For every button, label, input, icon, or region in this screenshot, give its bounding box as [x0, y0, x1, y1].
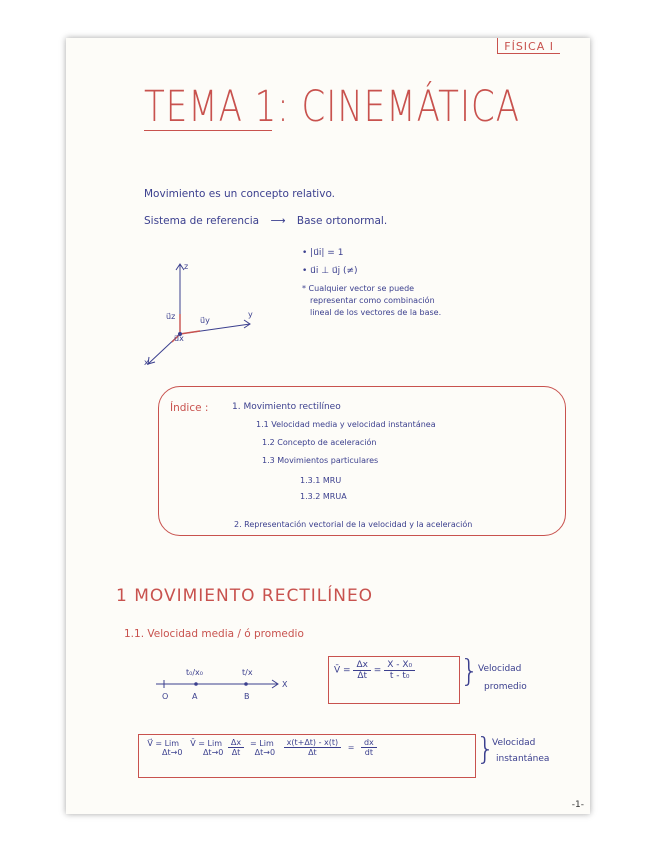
brace-icon-2: } — [476, 732, 496, 767]
base-notes — [302, 248, 441, 317]
average-velocity-formula: V̄ = $\frac{\Delta x}{\Delta t}$ = $\frac{\text{X - X₀}}{\text{t - t₀}}$ — [334, 660, 415, 681]
fraction-delta-x-over-delta-t: $\frac{\Delta x}{\Delta t}$ — [228, 738, 244, 757]
fraction-position-difference: $\frac{x(t+\Delta t) - x(t)}{\Delta t}$ — [284, 738, 342, 757]
index-label: Índice : — [170, 402, 209, 414]
index-item-1-3-2: 1.3.2 MRUA — [300, 492, 347, 501]
base-note-combination-3: lineal de los vectores de la base. — [310, 308, 442, 317]
avg-velocity-label-2: promedio — [484, 682, 527, 692]
axis-x-label: X — [282, 680, 288, 689]
orthonormal-base-text: Base ortonormal. — [296, 215, 388, 227]
base-note-perpendicular: • u⃗i ⊥ u⃗j (≠) — [302, 266, 358, 276]
fraction-delta-x-delta-t: $\frac{\Delta x}{\Delta t}$ — [353, 660, 370, 681]
reference-system-text: Sistema de referencia — [144, 215, 260, 227]
avg-velocity-label-1: Velocidad — [478, 664, 522, 674]
point-a-label: A — [192, 692, 198, 701]
index-item-1-3-1: 1.3.1 MRU — [300, 476, 342, 485]
arrow-right-icon: ⟶ — [270, 215, 286, 227]
page-title: TEMA 1: CINEMÁTICA — [144, 82, 520, 132]
ux-label: u⃗x — [174, 334, 184, 343]
fraction-x-minus-x0: $\frac{\text{X - X₀}}{\text{t - t₀}}$ — [384, 660, 415, 681]
fraction-dx-dt: $\frac{dx}{dt}$ — [361, 738, 377, 757]
origin-label: O — [162, 692, 169, 701]
base-note-combination-1: * Cualquier vector se puede — [302, 284, 415, 293]
uz-label: u⃗z — [166, 312, 176, 321]
y-axis-label: y — [248, 310, 253, 319]
inst-velocity-label-1: Velocidad — [492, 738, 536, 748]
t0-x0-label: t₀/x₀ — [186, 668, 203, 677]
index-item-1-2: 1.2 Concepto de aceleración — [262, 438, 377, 447]
point-b-label: B — [244, 692, 250, 701]
title-underline — [144, 130, 272, 131]
x-axis-label: x — [144, 358, 149, 367]
subsection-heading: 1.1. Velocidad media / ó promedio — [124, 628, 304, 640]
base-note-norm: • |u⃗i| = 1 — [302, 248, 344, 258]
z-axis-label: z — [184, 262, 189, 271]
base-note-combination-2: representar como combinación — [310, 296, 435, 305]
section-heading: 1 MOVIMIENTO RECTILÍNEO — [116, 586, 374, 606]
page-number: -1- — [571, 800, 584, 810]
intro-line-2 — [144, 215, 387, 227]
index-item-1-1: 1.1 Velocidad media y velocidad instantánea — [256, 420, 436, 429]
uy-label: u⃗y — [200, 316, 210, 325]
brace-icon: } — [460, 654, 480, 689]
position-axis-diagram — [156, 674, 286, 694]
notebook-page — [66, 38, 590, 814]
index-item-1-3: 1.3 Movimientos particulares — [262, 456, 379, 465]
inst-velocity-label-2: instantánea — [496, 754, 550, 764]
instantaneous-velocity-formula: V⃗ = Lim Δt→0 V̄ = Lim Δt→0 $\frac{\Delta x}{\Delta t}$ = Lim Δt→0 $\frac{x(t+\Delta t) - x(t)}{\Delta t}$ = $\frac{dx}{dt}$ — [144, 738, 377, 757]
subject-label: FÍSICA I — [497, 38, 560, 54]
index-item-1: 1. Movimiento rectilíneo — [232, 402, 341, 412]
t-x-label: t/x — [242, 668, 253, 677]
intro-line-1: Movimiento es un concepto relativo. — [144, 188, 336, 200]
index-item-2: 2. Representación vectorial de la velocidad y la aceleración — [234, 520, 473, 529]
